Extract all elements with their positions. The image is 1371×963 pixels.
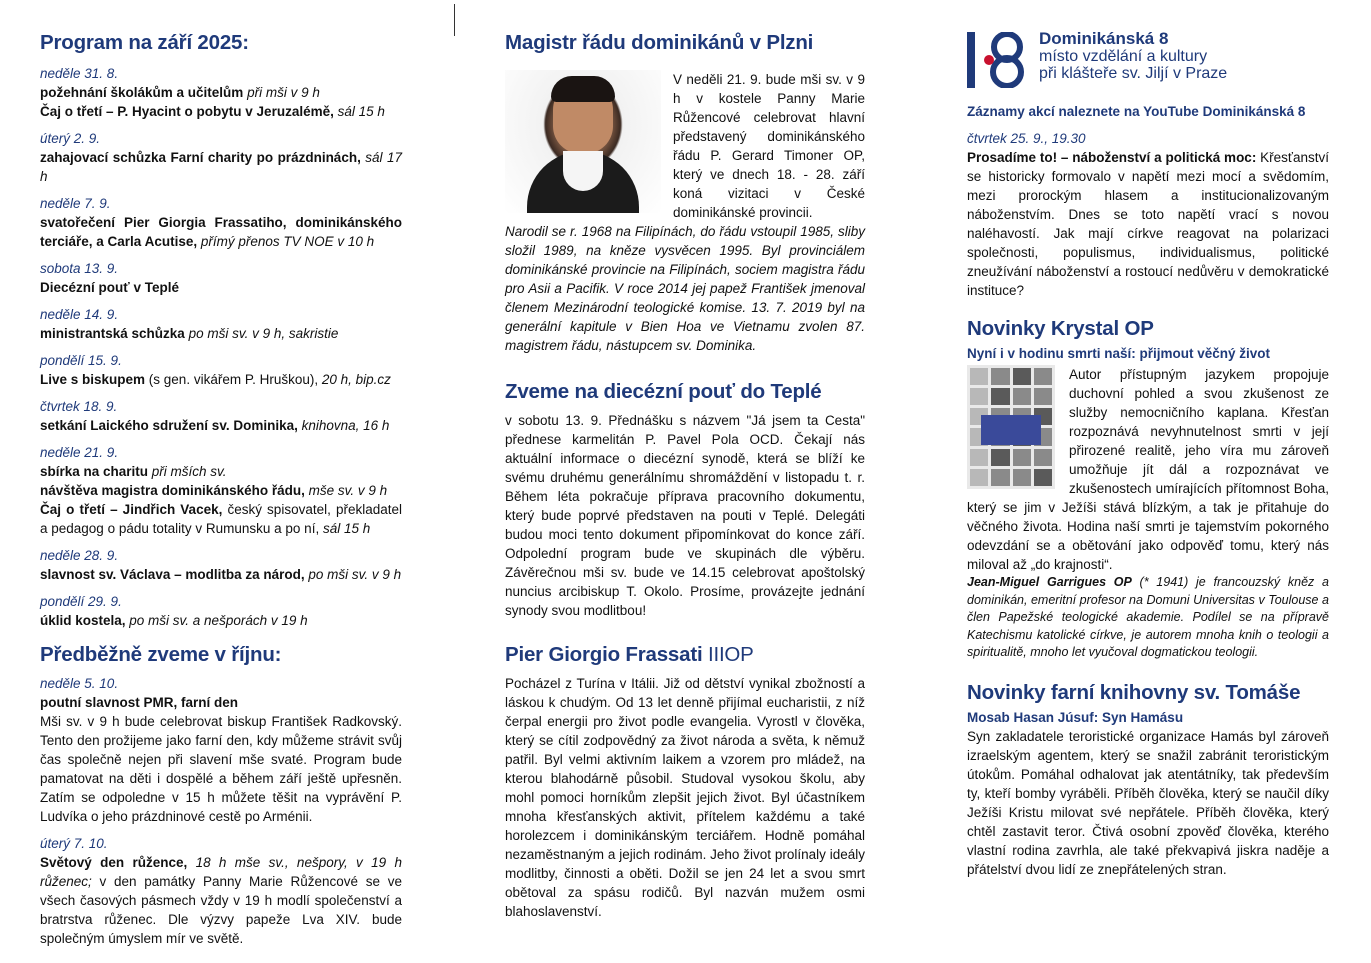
logo-icon — [967, 32, 1027, 88]
event-date: úterý 7. 10. — [40, 836, 108, 851]
event-title: návštěva magistra dominikánského řádu, — [40, 483, 305, 498]
event-line — [40, 481, 402, 500]
master-bio: Narodil se r. 1968 na Filipínách, do řádu vstoupil 1985, sliby složil 1989, na kněze vysvěcen 1995. Byl provinciálem dominikánské provincie na Filipínách, sociem magistra řádu pro Asii a Pacifik. V roce 2014 jej papež František jmenoval členem Mezinárodní teologické komise. 13. 7. 2019 byl na generální kapitule v Bien Hoa ve Vietnamu zvolen 87. magistrem řádu, nástupcem sv. Dominika. — [505, 224, 865, 353]
event-description — [967, 148, 1329, 300]
event-date: úterý 2. 9. — [40, 131, 101, 146]
heading-frassati-name: Pier Giorgio Frassati — [505, 643, 703, 666]
event-group — [40, 443, 402, 538]
event-text: Křesťanství se historicky formovalo v napětí mezi mocí a svědomím, mezi prorockým hlasem a institucionalizovaným náboženstvím. Dnes se toto napětí vrací s novou naléhavostí. Jak mají církve reagovat na polarizaci společnosti, populismus, individualismus, politické zneužívání náboženství a rostoucí nedůvěru v demokratické instituce? — [967, 150, 1329, 298]
book-title: Nyní i v hodinu smrti naší: přijmout věčný život — [967, 346, 1271, 361]
event-title: slavnost sv. Václava – modlitba za národ, — [40, 567, 305, 582]
event-detail: přímý přenos TV NOE v 10 h — [197, 234, 375, 249]
event-title: Světový den růžence, — [40, 855, 188, 870]
event-line — [40, 370, 402, 389]
heading-pilgrimage: Zveme na diecézní pouť do Teplé — [505, 380, 822, 403]
event-title: Prosadíme to! – náboženství a politická moc: — [967, 150, 1257, 165]
heading-library: Novinky farní knihovny sv. Tomáše — [967, 680, 1301, 704]
event-line — [40, 462, 402, 481]
column-articles — [505, 0, 865, 921]
event-time: 18 h mše sv., nešpory, v 19 h růženec; — [40, 855, 402, 889]
column-news — [967, 0, 1329, 879]
event-date: neděle 5. 10. — [40, 676, 119, 691]
event-title: úklid kostela, — [40, 613, 126, 628]
author-bio — [967, 574, 1329, 662]
book-description: Autor přístupným jazykem propojuje duchovní pohled a svou zkušenost ze služby nemocničního kaplana. Křesťan rozpoznává nevyhnutelnost smrti v její přirozené realitě, jeho víra mu zároveň umožňuje jít dál a rozpoznávat ve zkušenostech umírajících přítomnost Boha, který se jim v Ježíši stává blízkým, a tak je přitahuje do věčného života. Hodina naší smrti je tajemstvím pokorného odevzdání se a obětování jako odpověď tomu, který nás miloval až „do krajnosti“. — [967, 367, 1329, 572]
logo-subtitle: místo vzdělání a kultury — [1039, 48, 1208, 65]
event-detail: sál 15 h — [319, 521, 371, 536]
event-detail: při mších sv. — [148, 464, 227, 479]
event-detail: sál 17 h — [40, 150, 402, 184]
event-line — [40, 611, 402, 630]
author-text: (* 1941) je francouzský kněz a dominikán, emeritní profesor na Domuni Universitas v Toulouse a člen Papežské teologické akademie. Podílel se na přípravě Katechismu katolické církve, je autorem mnoha knih o teologii a spiritualitě, mnoho let vyučoval dogmatickou teologii. — [967, 575, 1329, 659]
master-paragraph: V neděli 21. 9. bude mši sv. v 9 h v kostele Panny Marie Růžencové celebrovat hlavní představený dominikánského řádu P. Gerard Timoner OP, který ve dnech 18. - 28. září koná vizitaci v České dominikánské provincii. — [673, 72, 865, 220]
event-title: poutní slavnost PMR, farní den — [40, 695, 239, 710]
event-group — [40, 129, 402, 186]
event-line — [40, 148, 402, 186]
event-list — [40, 64, 402, 630]
event-title: Čaj o třetí – Jindřich Vacek, — [40, 502, 223, 517]
event-group — [40, 546, 402, 584]
event-date: neděle 28. 9. — [40, 548, 119, 563]
heading-program-september: Program na září 2025: — [40, 31, 249, 54]
event-group — [40, 64, 402, 121]
event-line — [40, 500, 402, 538]
pilgrimage-paragraph: v sobotu 13. 9. Přednášku s názvem "Já jsem ta Cesta" přednese karmelitán P. Pavel Pola OCD. Čekají nás aktuální informace o diecézní synodě, která se blíží ke svému druhému generálnímu shromáždění v listopadu t. r. Během léta pokračuje příprava pracovního dokumentu, který bude poprvé představen na pouti v Teplé. Delegáti budou moci tento dokument připomínkovat do konce září. Odpolední program bude ve skupinách dle výběru. Závěrečnou mši sv. bude ve 14.15 celebrovat apoštolský nuncius arcibiskup T. Okolo. Prosíme, provázejte jednání synody svou modlitbou! — [505, 413, 865, 618]
author-name: Jean-Miguel Garrigues OP — [967, 575, 1132, 589]
event-description: Mši sv. v 9 h bude celebrovat biskup František Radkovský. Tento den prožijeme jako farní den, kdy můžeme strávit svůj čas společně nejen při slavení mše svaté. Program bude pamatovat na děti i dospělé a během září ještě upřesněn. Zatím se odpoledne v 15 h můžete těšit na vyprávění P. Ludvíka o jeho prázdninové cestě po Arménii. — [40, 714, 402, 824]
event-title: sbírka na charitu — [40, 464, 149, 479]
event-detail: po mši sv. a nešporách v 19 h — [125, 613, 308, 628]
event-detail: 20 h, bip.cz — [318, 372, 391, 387]
event-line — [40, 213, 402, 251]
event-date: neděle 14. 9. — [40, 307, 119, 322]
event-group — [40, 592, 402, 630]
event-date: neděle 21. 9. — [40, 445, 119, 460]
event-date: sobota 13. 9. — [40, 261, 119, 276]
portrait-photo — [505, 70, 661, 213]
event-detail: mše sv. v 9 h — [304, 483, 388, 498]
event-date: čtvrtek 25. 9., 19.30 — [967, 131, 1086, 146]
event-group — [40, 397, 402, 435]
event-detail: knihovna, 16 h — [297, 418, 390, 433]
event-detail: po mši sv. v 9 h — [304, 567, 402, 582]
event-text: v den památky Panny Marie Růžencové se ve všech časových pásmech vždy v 19 h modlí společenství a bratrstva růženec. Dle výzvy papeže Lva XIV. bude společným úmyslem mír ve světě. — [40, 874, 402, 946]
heading-october: Předběžně zveme v říjnu: — [40, 643, 282, 666]
heading-master-of-order: Magistr řádu dominikánů v Plzni — [505, 31, 814, 54]
event-line — [40, 416, 402, 435]
event-title: Live s biskupem — [40, 372, 146, 387]
event-title: zahajovací schůzka Farní charity po prázdninách, — [40, 150, 361, 165]
event-detail: po mši sv. v 9 h, sakristie — [184, 326, 339, 341]
heading-frassati-suffix: IIIOP — [702, 643, 754, 666]
event-group — [40, 351, 402, 389]
event-title: Diecézní pouť v Teplé — [40, 280, 179, 295]
event-date: neděle 7. 9. — [40, 196, 111, 211]
event-description — [40, 853, 402, 948]
event-detail: při mši v 9 h — [243, 85, 320, 100]
event-detail: sál 15 h — [333, 104, 385, 119]
event-title: svatořečení Pier Giorgia Frassatiho, dominikánského terciáře, a Carla Acutise, — [40, 215, 402, 249]
event-date: pondělí 15. 9. — [40, 353, 122, 368]
event-date: neděle 31. 8. — [40, 66, 119, 81]
event-group — [40, 194, 402, 251]
column-divider — [454, 4, 455, 36]
event-line — [40, 278, 402, 297]
event-group — [40, 259, 402, 297]
event-line — [40, 324, 402, 343]
heading-frassati — [505, 642, 865, 668]
dominikanska-logo — [967, 30, 1329, 90]
library-book-title: Mosab Hasan Júsuf: Syn Hamásu — [967, 709, 1184, 725]
column-program — [40, 0, 402, 948]
youtube-link[interactable]: Záznamy akcí naleznete na YouTube Dominikánská 8 — [967, 104, 1306, 119]
event-group — [40, 305, 402, 343]
frassati-paragraph: Pocházel z Turína v Itálii. Již od dětství vynikal zbožností a láskou k chudým. Od 13 let denně přijímal eucharistii, z níž čerpal energii pro život podle evangelia. Vyrostl v člověka, který se cítil zodpovědný za život národa a světa, k němuž patřil. Byl velmi aktivním laikem a vzorem pro mládež, na kterou blahodárně působil. Studoval vysokou školu, aby mohl pomoci horníkům zlepšit jejich život. Byl účastníkem mnoha křesťanských aktivit, přítelem každému a také horolezcem i dominikánským terciářem. Hodně pomáhal nezaměstnaným a jejich rodinám. Jeho život prolínaly ideály modlitby, činnosti a oběti. Dožil se jen 24 let a svou smrt obětoval za spásu rodičů. Byl nazván mužem osmi blahoslavenství. — [505, 676, 865, 919]
event-note: (s gen. vikářem P. Hruškou), — [145, 372, 319, 387]
heading-krystal: Novinky Krystal OP — [967, 317, 1154, 340]
logo-title: Dominikánská 8 — [1039, 29, 1169, 48]
event-title: ministrantská schůzka — [40, 326, 185, 341]
event-date: čtvrtek 18. 9. — [40, 399, 118, 414]
event-title: požehnání školákům a učitelům — [40, 85, 244, 100]
book-cover — [967, 365, 1055, 489]
event-date: pondělí 29. 9. — [40, 594, 122, 609]
logo-subtitle: při klášteře sv. Jiljí v Praze — [1039, 65, 1228, 82]
event-line — [40, 83, 402, 102]
event-title: Čaj o třetí – P. Hyacint o pobytu v Jeruzalémě, — [40, 104, 334, 119]
event-note: český spisovatel, překladatel a pedagog o pádu totality v Rumunsku a po ní, — [40, 502, 402, 536]
event-line — [40, 565, 402, 584]
library-book-description: Syn zakladatele teroristické organizace Hamás byl zároveň izraelským agentem, který se snažil zabránit teroristickým útokům. Pomáhal odhalovat jak atentátníky, tak především ty, kteří bomby vyráběli. Příběh člověka, který se naučil díky Ježíši Kristu milovat své nepřátele. Příběh člověka, který chtěl zastavit teror. Čtivá osobní zpověď člověka, kterého vlastní rodina zavrhla, ale také překvapivá jiskra naděje a přátelství dvou lidí ze znepřátelených stran. — [967, 728, 1329, 877]
event-line — [40, 102, 402, 121]
event-title: setkání Laického sdružení sv. Dominika, — [40, 418, 298, 433]
